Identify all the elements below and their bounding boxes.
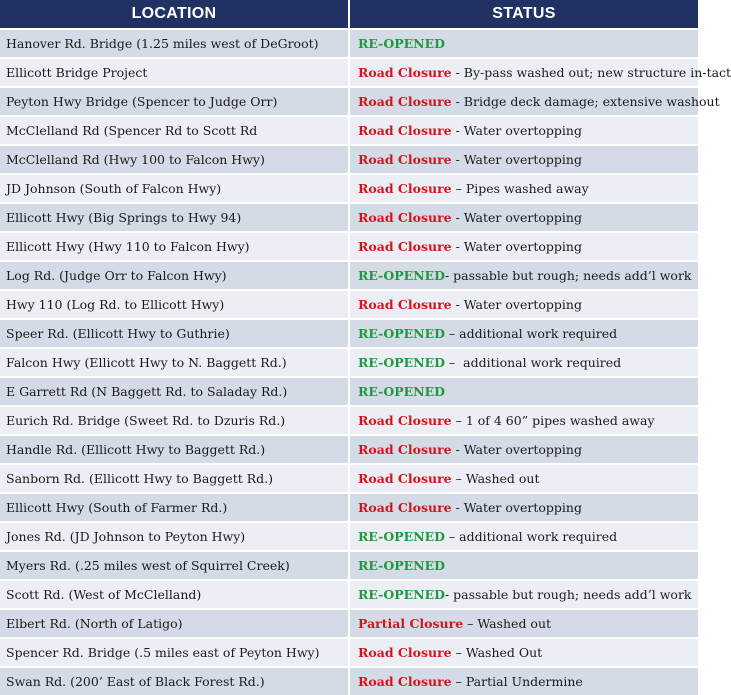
status-keyword: Road Closure <box>358 645 452 660</box>
table-row <box>0 551 698 580</box>
status-keyword: Road Closure <box>358 413 452 428</box>
table-row <box>0 667 698 695</box>
location-cell: Elbert Rd. (North of Latigo) <box>0 609 349 638</box>
location-cell: Jones Rd. (JD Johnson to Peyton Hwy) <box>0 522 349 551</box>
status-keyword: Road Closure <box>358 471 452 486</box>
table-row <box>0 638 698 667</box>
table-row <box>0 29 698 58</box>
status-keyword: Road Closure <box>358 442 452 457</box>
status-detail: – Pipes washed away <box>451 181 589 196</box>
location-cell: Swan Rd. (200’ East of Black Forest Rd.) <box>0 667 349 695</box>
status-cell <box>349 174 698 203</box>
location-cell: Hwy 110 (Log Rd. to Ellicott Hwy) <box>0 290 349 319</box>
status-cell <box>349 638 698 667</box>
location-cell: McClelland Rd (Hwy 100 to Falcon Hwy) <box>0 145 349 174</box>
status-detail: - passable but rough; needs add’l work <box>444 268 692 283</box>
table-body <box>0 29 731 695</box>
table-row <box>0 58 698 87</box>
table-row <box>0 87 698 116</box>
status-detail: – additional work required <box>444 355 622 370</box>
status-cell <box>349 522 698 551</box>
status-keyword: Road Closure <box>358 674 452 689</box>
status-cell <box>349 203 698 232</box>
status-keyword: RE-OPENED <box>358 529 445 544</box>
status-detail: - Water overtopping <box>451 239 582 254</box>
status-keyword: RE-OPENED <box>358 384 445 399</box>
table-row <box>0 348 698 377</box>
table-row <box>0 319 698 348</box>
status-detail: - Water overtopping <box>451 152 582 167</box>
location-cell: McClelland Rd (Spencer Rd to Scott Rd <box>0 116 349 145</box>
status-cell <box>349 58 731 87</box>
status-detail: – 1 of 4 60” pipes washed away <box>451 413 655 428</box>
status-cell <box>349 232 698 261</box>
status-cell <box>349 493 698 522</box>
status-cell <box>349 667 698 695</box>
table-row <box>0 406 698 435</box>
status-cell <box>349 406 698 435</box>
table-row <box>0 522 698 551</box>
status-cell <box>349 435 698 464</box>
status-keyword: Partial Closure <box>358 616 464 631</box>
status-detail: – Partial Undermine <box>451 674 583 689</box>
location-cell: Ellicott Hwy (Big Springs to Hwy 94) <box>0 203 349 232</box>
location-cell: Sanborn Rd. (Ellicott Hwy to Baggett Rd.) <box>0 464 349 493</box>
status-detail: - Water overtopping <box>451 123 582 138</box>
status-detail: - Water overtopping <box>451 500 582 515</box>
status-cell <box>349 116 698 145</box>
location-cell: Peyton Hwy Bridge (Spencer to Judge Orr) <box>0 87 349 116</box>
status-detail: - Water overtopping <box>451 210 582 225</box>
table-row <box>0 261 698 290</box>
table-row <box>0 232 698 261</box>
table-row <box>0 116 698 145</box>
status-detail: - Water overtopping <box>451 442 582 457</box>
location-cell: Myers Rd. (.25 miles west of Squirrel Creek) <box>0 551 349 580</box>
status-keyword: RE-OPENED <box>358 587 445 602</box>
table-row <box>0 580 698 609</box>
location-cell: Eurich Rd. Bridge (Sweet Rd. to Dzuris Rd.) <box>0 406 349 435</box>
status-keyword: Road Closure <box>358 152 452 167</box>
status-detail: – additional work required <box>444 326 618 341</box>
status-keyword: RE-OPENED <box>358 558 445 573</box>
location-cell: Spencer Rd. Bridge (.5 miles east of Peyton Hwy) <box>0 638 349 667</box>
status-detail: - By-pass washed out; new structure in-tact <box>451 65 731 80</box>
status-keyword: Road Closure <box>358 500 452 515</box>
location-cell: Ellicott Hwy (South of Farmer Rd.) <box>0 493 349 522</box>
status-keyword: Road Closure <box>358 65 452 80</box>
location-cell: E Garrett Rd (N Baggett Rd. to Saladay Rd.) <box>0 377 349 406</box>
status-cell <box>349 261 698 290</box>
status-cell <box>349 464 698 493</box>
location-cell: Log Rd. (Judge Orr to Falcon Hwy) <box>0 261 349 290</box>
status-keyword: RE-OPENED <box>358 36 445 51</box>
status-cell <box>349 609 698 638</box>
status-cell <box>349 29 698 58</box>
status-detail: – Washed out <box>463 616 552 631</box>
location-cell: Ellicott Hwy (Hwy 110 to Falcon Hwy) <box>0 232 349 261</box>
table-row <box>0 609 698 638</box>
table-row <box>0 145 698 174</box>
location-cell: Handle Rd. (Ellicott Hwy to Baggett Rd.) <box>0 435 349 464</box>
table-header-row <box>0 0 698 29</box>
table-row <box>0 493 698 522</box>
status-detail: – Washed out <box>451 471 540 486</box>
location-cell: JD Johnson (South of Falcon Hwy) <box>0 174 349 203</box>
location-column-header: LOCATION <box>0 0 349 29</box>
status-detail: – additional work required <box>444 529 618 544</box>
status-cell <box>349 580 698 609</box>
table-row <box>0 435 698 464</box>
status-cell <box>349 319 698 348</box>
status-keyword: RE-OPENED <box>358 268 445 283</box>
table-row <box>0 203 698 232</box>
status-keyword: Road Closure <box>358 297 452 312</box>
table-row <box>0 377 698 406</box>
location-cell: Speer Rd. (Ellicott Hwy to Guthrie) <box>0 319 349 348</box>
status-keyword: Road Closure <box>358 239 452 254</box>
status-keyword: Road Closure <box>358 181 452 196</box>
status-cell <box>349 87 720 116</box>
status-keyword: Road Closure <box>358 210 452 225</box>
status-cell <box>349 551 698 580</box>
status-keyword: RE-OPENED <box>358 355 445 370</box>
location-cell: Falcon Hwy (Ellicott Hwy to N. Baggett Rd.) <box>0 348 349 377</box>
status-detail: - Bridge deck damage; extensive washout <box>451 94 720 109</box>
status-detail: - Water overtopping <box>451 297 582 312</box>
table-row <box>0 174 698 203</box>
location-cell: Scott Rd. (West of McClelland) <box>0 580 349 609</box>
status-keyword: Road Closure <box>358 94 452 109</box>
location-cell: Ellicott Bridge Project <box>0 58 349 87</box>
status-keyword: Road Closure <box>358 123 452 138</box>
status-cell <box>349 377 698 406</box>
location-cell: Hanover Rd. Bridge (1.25 miles west of DeGroot) <box>0 29 349 58</box>
table-row <box>0 464 698 493</box>
status-cell <box>349 348 698 377</box>
status-keyword: RE-OPENED <box>358 326 445 341</box>
status-column-header: STATUS <box>349 0 698 29</box>
status-detail: - passable but rough; needs add’l work <box>444 587 692 602</box>
status-cell <box>349 145 698 174</box>
status-cell <box>349 290 698 319</box>
status-detail: – Washed Out <box>451 645 543 660</box>
table-row <box>0 290 698 319</box>
